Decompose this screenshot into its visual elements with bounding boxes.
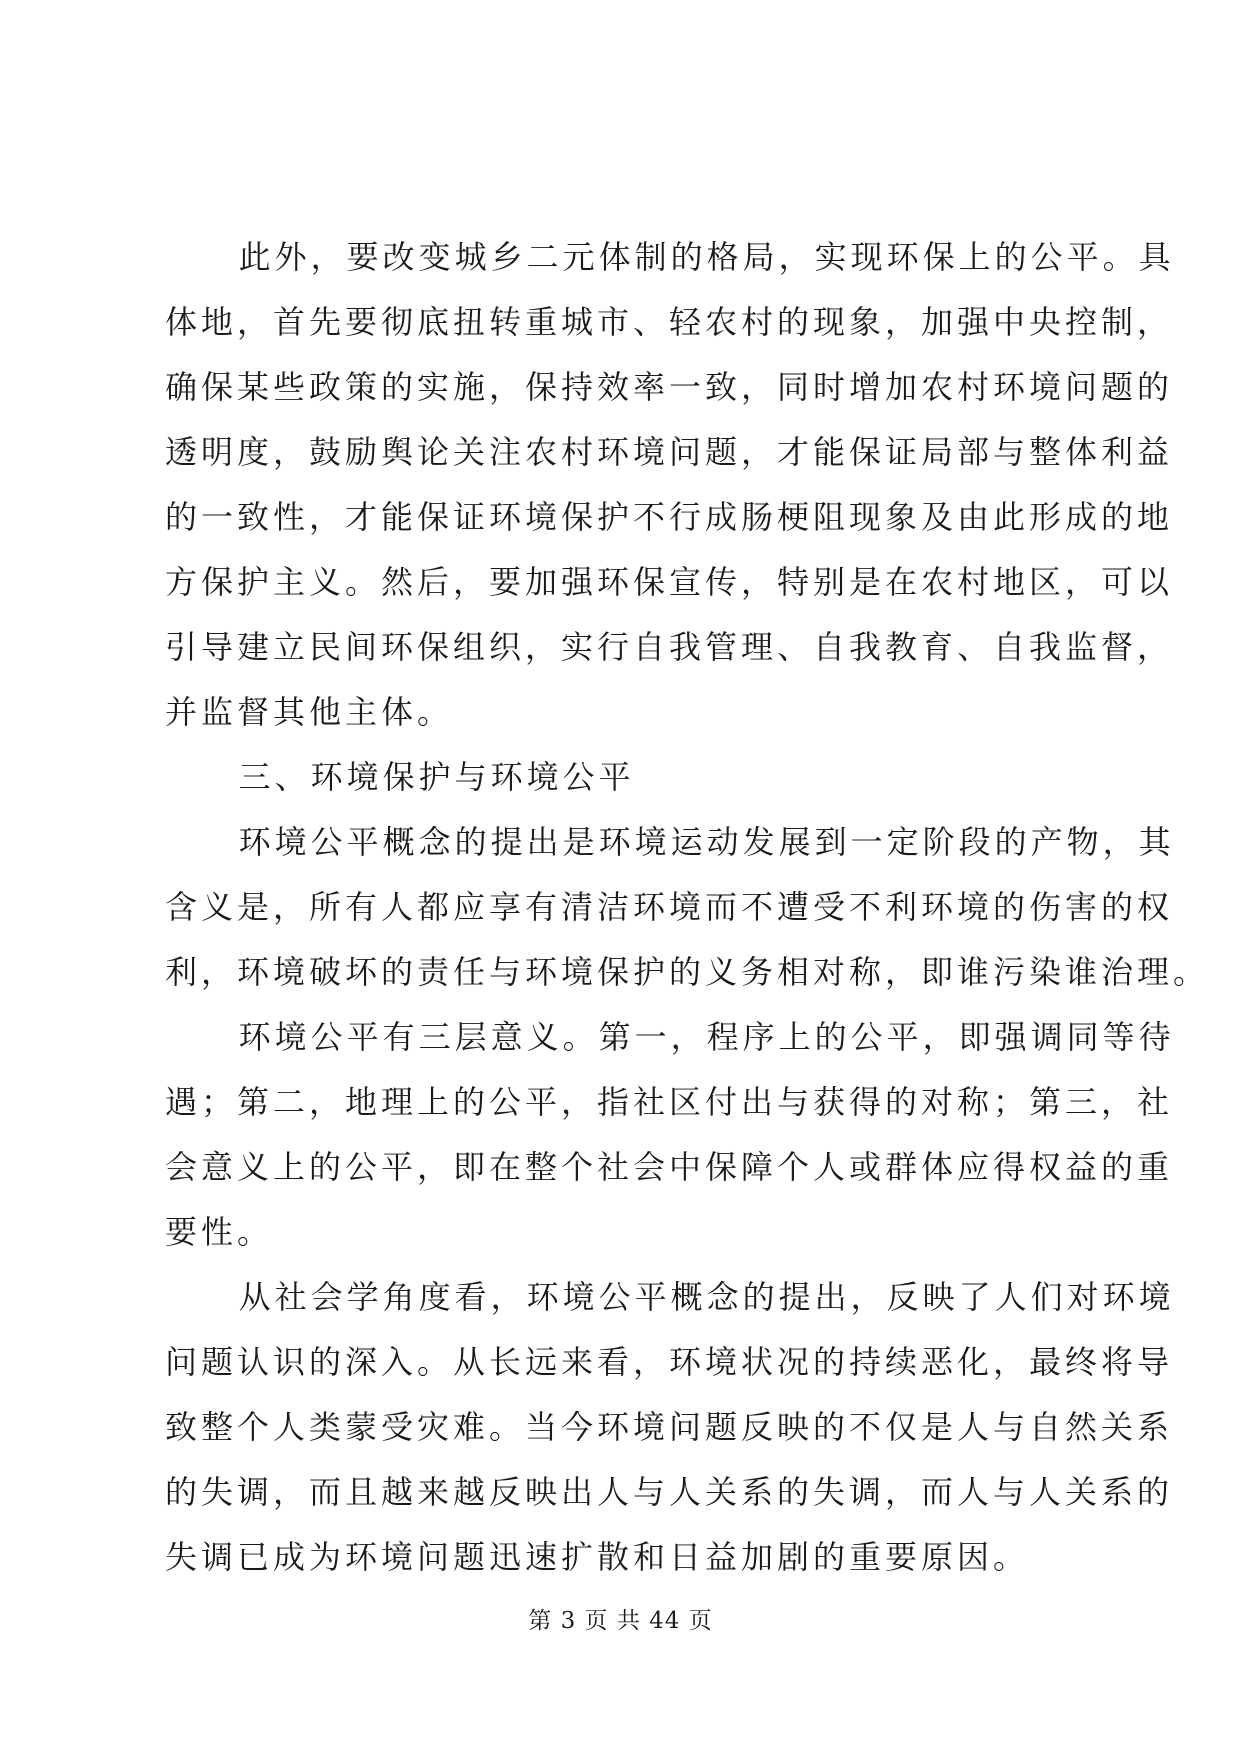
text-line: 方保护主义。然后，要加强环保宣传，特别是在农村地区，可以 — [165, 563, 1174, 601]
paragraph-definition — [165, 810, 1210, 1005]
text-line: 失调已成为环境问题迅速扩散和日益加剧的重要原因。 — [165, 1538, 1030, 1576]
text-line: 利，环境破坏的责任与环境保护的义务相对称，即谁污染谁治理。 — [165, 953, 1210, 991]
paragraph-three-meanings — [165, 1005, 1175, 1265]
text-line: 透明度，鼓励舆论关注农村环境问题，才能保证局部与整体利益 — [165, 433, 1174, 471]
page-number-footer: 第 3 页 共 44 页 — [528, 1608, 713, 1634]
section-heading: 三、环境保护与环境公平 — [238, 758, 635, 796]
text-line: 问题认识的深入。从长远来看，环境状况的持续恶化，最终将导 — [165, 1343, 1174, 1381]
paragraph-sociology — [165, 1265, 1175, 1590]
text-line: 并监督其他主体。 — [165, 693, 454, 731]
text-line: 会意义上的公平，即在整个社会中保障个人或群体应得权益的重 — [165, 1148, 1174, 1186]
text-line: 要性。 — [165, 1213, 274, 1251]
text-line: 致整个人类蒙受灾难。当今环境问题反映的不仅是人与自然关系 — [165, 1408, 1174, 1446]
text-line: 的失调，而且越来越反映出人与人关系的失调，而人与人关系的 — [165, 1473, 1174, 1511]
text-line: 环境公平有三层意义。第一，程序上的公平，即强调同等待 — [238, 1018, 1175, 1056]
text-line: 体地，首先要彻底扭转重城市、轻农村的现象，加强中央控制， — [165, 303, 1174, 341]
text-line: 的一致性，才能保证环境保护不行成肠梗阻现象及由此形成的地 — [165, 498, 1174, 536]
text-line: 含义是，所有人都应享有清洁环境而不遭受不利环境的伤害的权 — [165, 888, 1174, 926]
text-line: 此外，要改变城乡二元体制的格局，实现环保上的公平。具 — [238, 238, 1175, 276]
text-line: 引导建立民间环保组织，实行自我管理、自我教育、自我监督， — [165, 628, 1174, 666]
text-line: 环境公平概念的提出是环境运动发展到一定阶段的产物，其 — [238, 823, 1175, 861]
text-line: 确保某些政策的实施，保持效率一致，同时增加农村环境问题的 — [165, 368, 1174, 406]
document-body — [165, 225, 1210, 1590]
paragraph-urban-rural — [165, 225, 1175, 745]
text-line: 遇；第二，地理上的公平，指社区付出与获得的对称；第三，社 — [165, 1083, 1174, 1121]
text-line: 从社会学角度看，环境公平概念的提出，反映了人们对环境 — [238, 1278, 1175, 1316]
